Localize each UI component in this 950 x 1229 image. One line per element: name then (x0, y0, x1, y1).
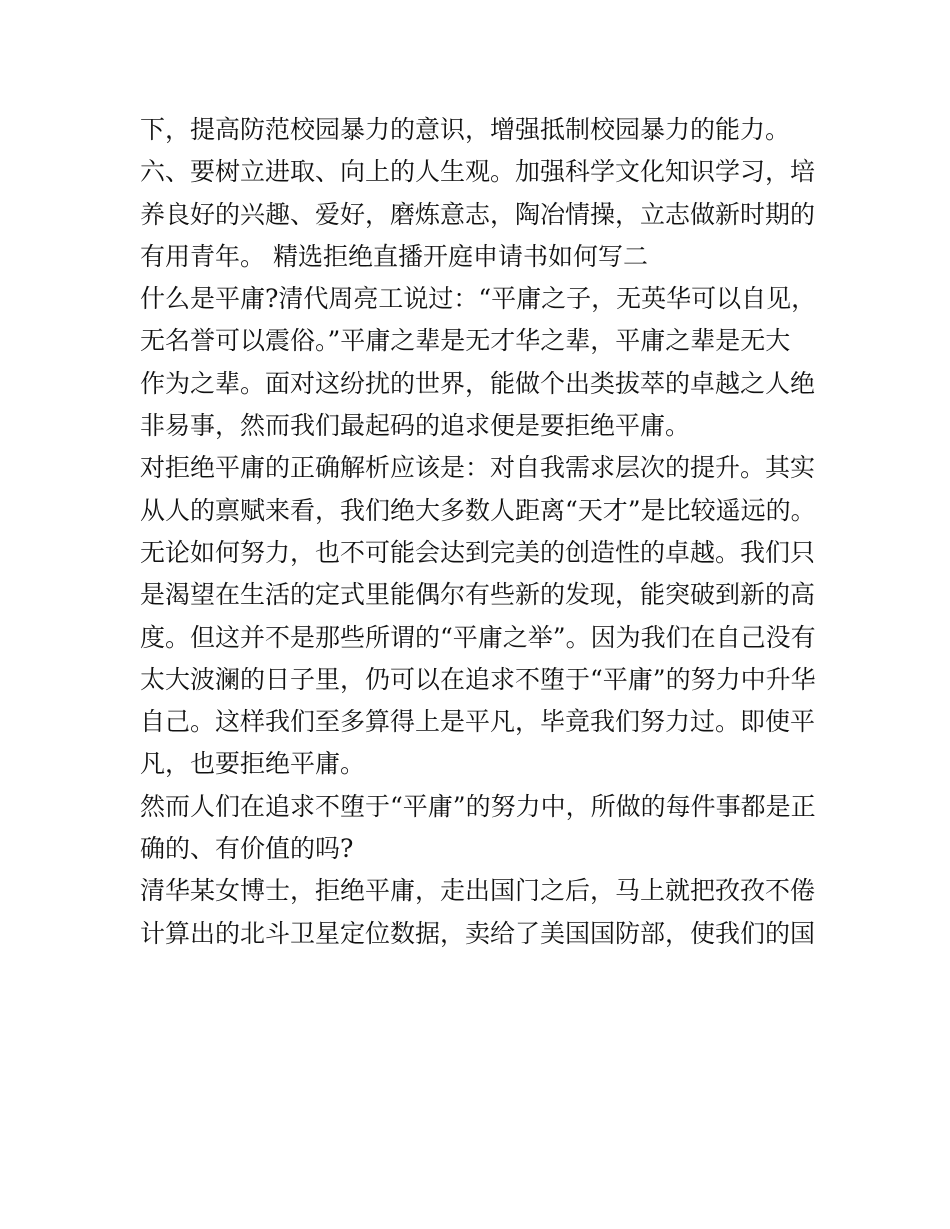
text-line-19: 清华某女博士，拒绝平庸，走出国门之后，马上就把孜孜不倦 (140, 876, 816, 906)
text-line-20: 计算出的北斗卫星定位数据，卖给了美国国防部，使我们的国 (140, 918, 816, 948)
text-line-4: 有用青年。 精选拒绝直播开庭申请书如何写二 (140, 241, 648, 271)
text-line-17: 然而人们在追求不堕于“平庸”的努力中，所做的每件事都是正 (140, 791, 816, 821)
text-line-16: 凡，也要拒绝平庸。 (140, 749, 366, 779)
text-line-2: 六、要树立进取、向上的人生观。加强科学文化知识学习，培 (140, 157, 816, 187)
text-line-15: 自己。这样我们至多算得上是平凡，毕竟我们努力过。即使平 (140, 707, 816, 737)
text-line-8: 非易事，然而我们最起码的追求便是要拒绝平庸。 (140, 411, 691, 441)
text-line-14: 太大波澜的日子里，仍可以在追求不堕于“平庸”的努力中升华 (140, 664, 816, 694)
body-text (140, 109, 820, 955)
text-line-3: 养良好的兴趣、爱好，磨炼意志，陶冶情操，立志做新时期的 (140, 199, 816, 229)
text-line-9: 对拒绝平庸的正确解析应该是：对自我需求层次的提升。其实 (140, 453, 816, 483)
text-line-5: 什么是平庸?清代周亮工说过：“平庸之子，无英华可以自见， (140, 284, 817, 314)
text-line-1: 下，提高防范校园暴力的意识，增强抵制校园暴力的能力。 (140, 115, 791, 144)
text-line-12: 是渴望在生活的定式里能偶尔有些新的发现，能突破到新的高 (140, 580, 816, 610)
text-line-13: 度。但这并不是那些所谓的“平庸之举”。因为我们在自己没有 (140, 622, 816, 652)
text-line-10: 从人的禀赋来看，我们绝大多数人距离“天才”是比较遥远的。 (140, 495, 816, 525)
text-line-7: 作为之辈。面对这纷扰的世界，能做个出类拔萃的卓越之人绝 (140, 368, 816, 398)
text-line-6: 无名誉可以震俗。”平庸之辈是无才华之辈，平庸之辈是无大 (140, 326, 791, 356)
text-line-11: 无论如何努力，也不可能会达到完美的创造性的卓越。我们只 (140, 537, 816, 567)
text-line-18: 确的、有价值的吗? (140, 834, 354, 864)
